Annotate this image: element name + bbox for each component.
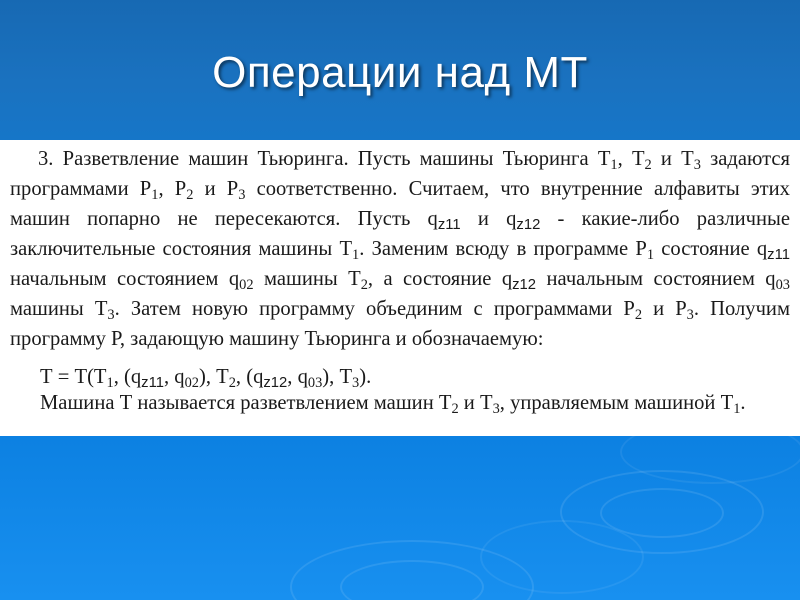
subscript: 03 <box>307 375 323 392</box>
text: машины Т <box>10 298 108 320</box>
text: задаются программами Р <box>10 148 790 200</box>
text: и Т <box>458 392 493 414</box>
text: и Р <box>642 298 687 320</box>
subscript: 2 <box>360 277 368 294</box>
subscript: 02 <box>239 277 254 294</box>
text: - какие-либо различные заключительные состояния машины Т <box>10 208 790 260</box>
text: , Р <box>158 178 187 200</box>
subscript: 2 <box>228 375 236 392</box>
subscript: 3 <box>492 401 500 418</box>
text: 3. Разветвление машин Тьюринга. Пусть машины Тьюринга Т <box>38 148 611 170</box>
text: машины Т <box>253 268 361 290</box>
subscript: 02 <box>184 375 199 392</box>
text: , а состояние q <box>367 268 513 290</box>
formula-block <box>40 364 790 416</box>
subscript: 2 <box>634 307 643 324</box>
text: и Р <box>193 178 239 200</box>
subscript: 1 <box>106 375 114 392</box>
subscript: 3 <box>693 157 701 174</box>
subscript: 2 <box>186 187 194 204</box>
subscript: 3 <box>352 375 360 392</box>
subscript: 3 <box>107 307 115 324</box>
text: Машина Т называется разветвлением машин Т <box>40 392 452 414</box>
text: и Т <box>651 148 694 170</box>
conclusion-line <box>40 390 790 416</box>
subscript: 1 <box>610 157 618 174</box>
subscript: z11 <box>767 247 790 264</box>
text: соответственно. Считаем, что внутренние алфавиты этих машин попарно не пересекаются. Пусть q <box>10 178 790 230</box>
text: ), Т <box>198 366 229 388</box>
subscript: 3 <box>686 307 694 324</box>
content-panel <box>0 140 800 436</box>
subscript: z12 <box>516 217 541 234</box>
text: . Заменим всюду в программе Р <box>359 238 647 260</box>
subscript: z12 <box>263 375 288 392</box>
definition-paragraph <box>10 144 790 354</box>
subscript: 1 <box>733 401 741 418</box>
formula-line <box>40 364 790 390</box>
text: , управляемым машиной Т <box>499 392 734 414</box>
subscript: z12 <box>512 277 537 294</box>
subscript: 1 <box>646 247 655 264</box>
text: Т = Т(Т <box>40 366 107 388</box>
slide-title: Операции над МТ <box>212 48 588 97</box>
text: . Затем новую программу объединим с программами Р <box>114 298 635 320</box>
subscript: 1 <box>352 247 360 264</box>
subscript: z11 <box>141 375 164 392</box>
text: , (q <box>113 366 142 388</box>
subscript: 1 <box>151 187 159 204</box>
text: , (q <box>235 366 264 388</box>
ripple-decoration <box>480 520 644 594</box>
text: ). <box>359 366 372 388</box>
subscript: 03 <box>775 277 790 294</box>
text: , Т <box>617 148 645 170</box>
subscript: z11 <box>437 217 461 234</box>
subscript: 2 <box>644 157 652 174</box>
text: начальным состоянием q <box>536 268 776 290</box>
text: ), Т <box>322 366 353 388</box>
text: начальным состоянием q <box>10 268 240 290</box>
subscript: 3 <box>238 187 246 204</box>
text: . <box>740 392 746 414</box>
text: , q <box>163 366 185 388</box>
text: . Получим программу Р, задающую машину Тьюринга и обозначаемую: <box>10 298 790 350</box>
text: , q <box>287 366 308 388</box>
text: состояние q <box>654 238 768 260</box>
text: и q <box>460 208 517 230</box>
subscript: 2 <box>451 401 459 418</box>
